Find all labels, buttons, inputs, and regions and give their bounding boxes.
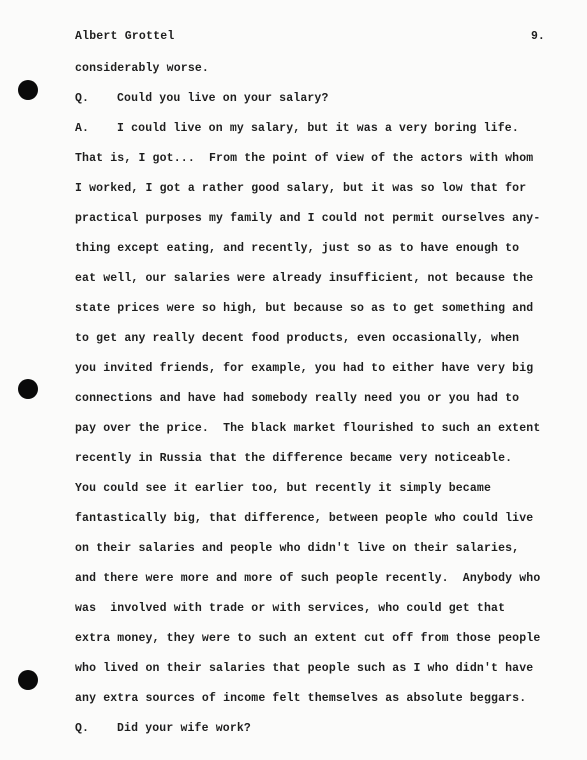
line-text: That is, I got... From the point of view of the actors with whom [75, 152, 534, 165]
punch-hole [18, 80, 38, 100]
line-text: Did your wife work? [117, 722, 251, 735]
line-text: state prices were so high, but because so as to get something and [75, 302, 534, 315]
line-text: practical purposes my family and I could not permit ourselves any- [75, 212, 541, 225]
transcript-line [75, 541, 555, 571]
transcript-line [75, 421, 555, 451]
header-interviewee-name: Albert Grottel [75, 30, 175, 43]
transcript-line [75, 631, 555, 661]
transcript-line [75, 331, 555, 361]
line-text: I could live on my salary, but it was a very boring life. [117, 122, 519, 135]
transcript-line [75, 301, 555, 331]
transcript-line [75, 391, 555, 421]
line-text: recently in Russia that the difference became very noticeable. [75, 452, 513, 465]
transcript-line [75, 211, 555, 241]
line-text: connections and have had somebody really need you or you had to [75, 392, 520, 405]
line-text: on their salaries and people who didn't live on their salaries, [75, 542, 520, 555]
line-text: Could you live on your salary? [117, 92, 329, 105]
line-text: considerably worse. [75, 62, 209, 75]
line-text: and there were more and more of such people recently. Anybody who [75, 572, 541, 585]
transcript-line [75, 271, 555, 301]
transcript-line [75, 121, 555, 151]
line-text: who lived on their salaries that people such as I who didn't have [75, 662, 534, 675]
transcript-line [75, 571, 555, 601]
line-text: to get any really decent food products, even occasionally, when [75, 332, 520, 345]
transcript-line [75, 241, 555, 271]
line-text: I worked, I got a rather good salary, but it was so low that for [75, 182, 527, 195]
line-text: pay over the price. The black market flourished to such an extent [75, 422, 541, 435]
transcript-line [75, 601, 555, 631]
transcript-line [75, 691, 555, 721]
line-text: extra money, they were to such an extent cut off from those people [75, 632, 541, 645]
line-text: thing except eating, and recently, just so as to have enough to [75, 242, 520, 255]
transcript-line [75, 61, 555, 91]
line-text: fantastically big, that difference, between people who could live [75, 512, 534, 525]
transcript-line [75, 451, 555, 481]
line-text: you invited friends, for example, you had to either have very big [75, 362, 534, 375]
transcript-line [75, 151, 555, 181]
transcript-line [75, 661, 555, 691]
line-text: eat well, our salaries were already insufficient, not because the [75, 272, 534, 285]
speaker-label: A. [75, 122, 90, 135]
punch-hole [18, 379, 38, 399]
line-text: was involved with trade or with services, who could get that [75, 602, 506, 615]
transcript-line [75, 511, 555, 541]
transcript-line [75, 91, 555, 121]
line-text: You could see it earlier too, but recently it simply became [75, 482, 492, 495]
speaker-label: Q. [75, 92, 90, 105]
transcript-line [75, 481, 555, 511]
transcript-line [75, 361, 555, 391]
transcript-line [75, 721, 555, 751]
speaker-label: Q. [75, 722, 90, 735]
line-text: any extra sources of income felt themselves as absolute beggars. [75, 692, 527, 705]
transcript-body [75, 61, 555, 751]
punch-hole [18, 670, 38, 690]
page-number: 9. [531, 30, 545, 43]
transcript-line [75, 181, 555, 211]
